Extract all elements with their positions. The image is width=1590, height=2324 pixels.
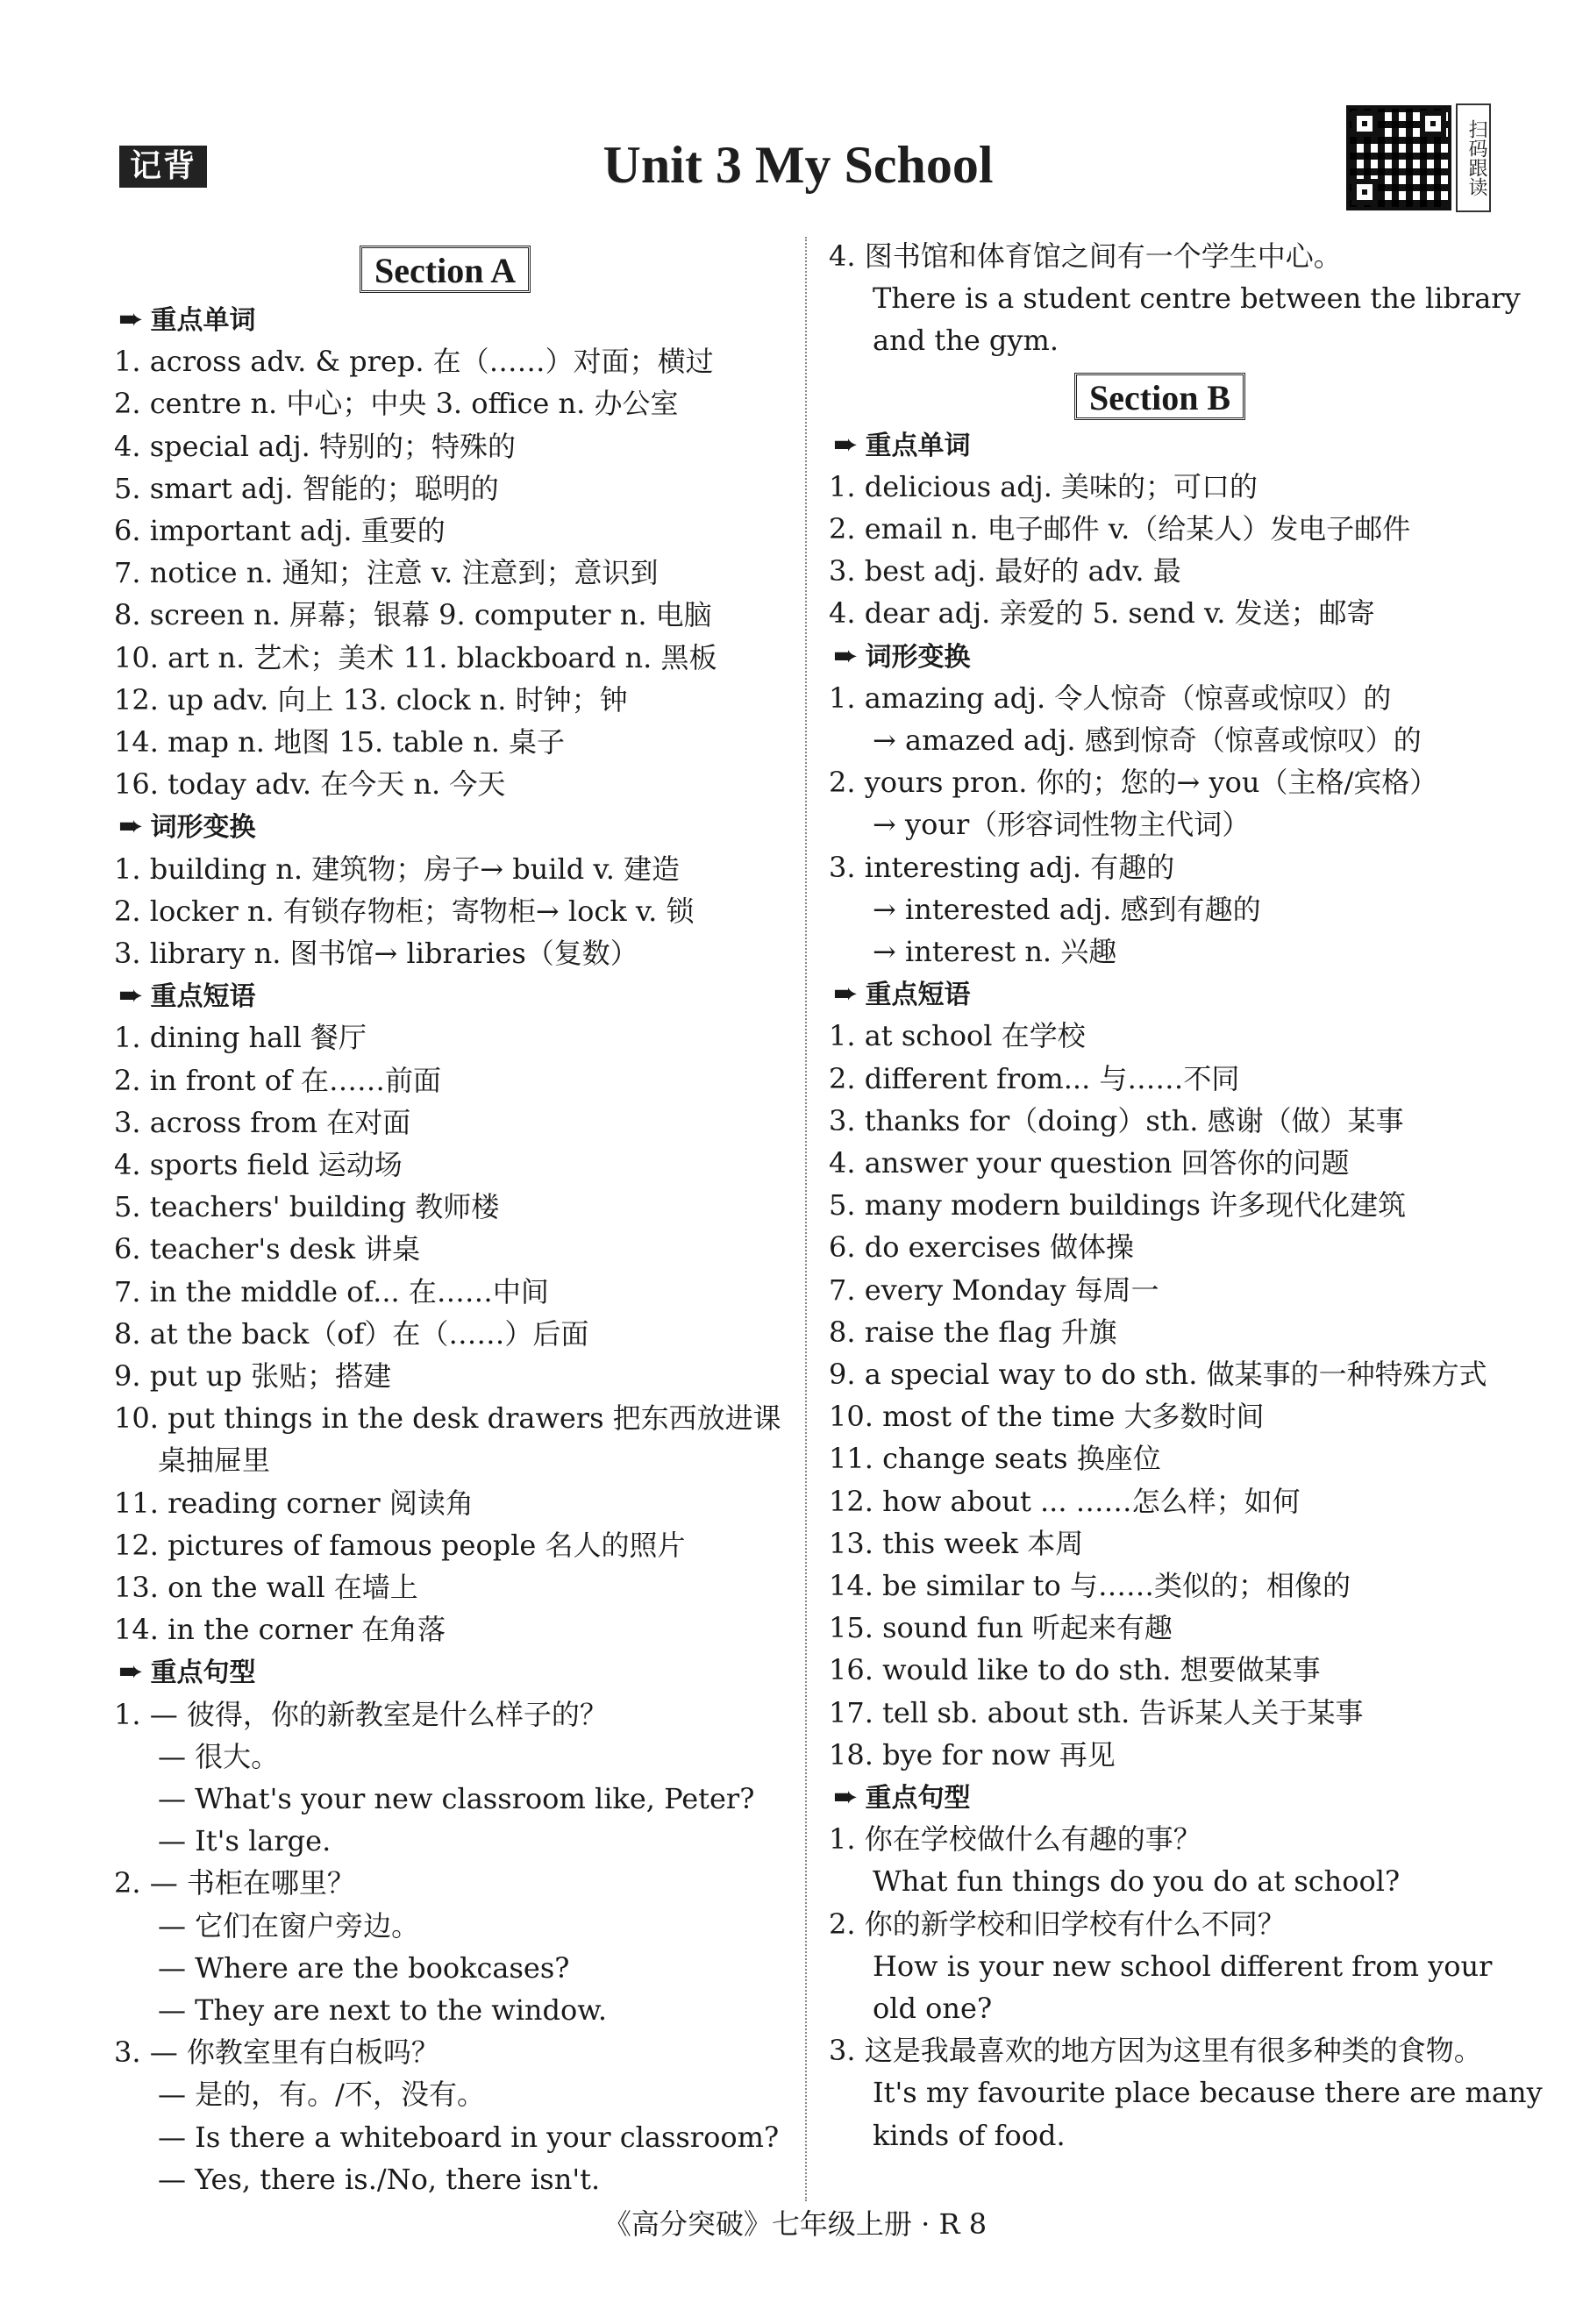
text-line: How is your new school different from your <box>873 1949 1493 1983</box>
text-line: 7. notice n. 通知；注意 v. 注意到；意识到 <box>114 556 659 590</box>
section-heading-label: 词形变换 <box>865 641 971 673</box>
text-line: → amazed adj. 感到惊奇（惊喜或惊叹）的 <box>873 724 1422 757</box>
text-line: 3. interesting adj. 有趣的 <box>829 850 1175 884</box>
text-line: 1. at school 在学校 <box>829 1019 1086 1053</box>
arrow-right-icon: ➨ <box>118 302 144 337</box>
text-line: — Is there a whiteboard in your classroom? <box>158 2120 780 2154</box>
text-line: 桌抽屉里 <box>158 1444 271 1478</box>
text-line: 15. sound fun 听起来有趣 <box>829 1611 1173 1645</box>
arrow-right-icon: ➨ <box>833 426 859 462</box>
text-line: 3. 这是我最喜欢的地方因为这里有很多种类的食物。 <box>829 2034 1482 2068</box>
arrow-right-icon: ➨ <box>118 809 144 845</box>
section-heading-label: 重点单词 <box>865 430 971 461</box>
text-line: 11. change seats 换座位 <box>829 1442 1161 1476</box>
text-line: 6. do exercises 做体操 <box>829 1230 1134 1265</box>
text-line: 12. pictures of famous people 名人的照片 <box>114 1528 686 1562</box>
text-line: 16. would like to do sth. 想要做某事 <box>829 1653 1321 1687</box>
text-line: — 很大。 <box>158 1739 280 1773</box>
text-line: 11. reading corner 阅读角 <box>114 1486 474 1520</box>
text-line: and the gym. <box>873 324 1059 358</box>
text-line: 1. across adv. & prep. 在（……）对面；横过 <box>114 345 714 379</box>
text-line: 2. locker n. 有锁存物柜；寄物柜→ lock v. 锁 <box>114 894 695 928</box>
qr-code-icon[interactable] <box>1346 105 1451 210</box>
section-heading <box>833 1776 971 1818</box>
text-line: 9. put up 张贴；搭建 <box>114 1359 392 1393</box>
text-line: 7. every Monday 每周一 <box>829 1272 1159 1307</box>
text-line: 8. at the back（of）在（……）后面 <box>114 1316 589 1351</box>
text-line: 14. in the corner 在角落 <box>114 1613 446 1647</box>
text-line: — They are next to the window. <box>158 1993 608 2027</box>
text-line: 8. screen n. 屏幕；银幕 9. computer n. 电脑 <box>114 598 712 632</box>
text-line: 16. today adv. 在今天 n. 今天 <box>114 767 506 802</box>
column-divider <box>805 237 807 2201</box>
text-line: 3. library n. 图书馆→ libraries（复数） <box>114 937 638 970</box>
section-heading-label: 重点短语 <box>865 980 971 1011</box>
section-heading <box>833 635 971 677</box>
section-heading <box>118 974 256 1016</box>
text-line: 5. teachers' building 教师楼 <box>114 1190 500 1224</box>
text-line: 2. in front of 在……前面 <box>114 1063 442 1097</box>
text-line: 9. a special way to do sth. 做某事的一种特殊方式 <box>829 1358 1487 1391</box>
arrow-right-icon: ➨ <box>833 976 859 1012</box>
section-b-title: Section B <box>1074 373 1245 420</box>
text-line: 5. many modern buildings 许多现代化建筑 <box>829 1188 1407 1223</box>
memorize-tag: 记背 <box>119 146 207 188</box>
text-line: — Where are the bookcases? <box>158 1950 570 1985</box>
text-line: 4. sports field 运动场 <box>114 1148 403 1181</box>
section-heading-label: 重点句型 <box>865 1783 971 1814</box>
section-heading-label: 重点单词 <box>150 305 256 336</box>
text-line: 7. in the middle of... 在……中间 <box>114 1274 549 1308</box>
text-line: → interested adj. 感到有趣的 <box>873 892 1261 926</box>
text-line: What fun things do you do at school? <box>873 1864 1401 1899</box>
text-line: 4. special adj. 特别的；特殊的 <box>114 429 517 463</box>
text-line: 18. bye for now 再见 <box>829 1737 1116 1772</box>
text-line: 1. — 彼得，你的新教室是什么样子的？ <box>114 1697 608 1731</box>
text-line: 13. on the wall 在墙上 <box>114 1571 418 1604</box>
arrow-right-icon: ➨ <box>833 638 859 674</box>
arrow-right-icon: ➨ <box>118 1654 144 1690</box>
arrow-right-icon: ➨ <box>833 1779 859 1814</box>
text-line: 3. — 你教室里有白板吗？ <box>114 2035 439 2070</box>
scan-to-read-label: 扫码跟读 <box>1456 103 1491 212</box>
text-line: — What's your new classroom like, Peter? <box>158 1782 755 1815</box>
text-line: 1. 你在学校做什么有趣的事？ <box>829 1822 1201 1857</box>
text-line: → your（形容词性物主代词） <box>873 808 1251 842</box>
text-line: 2. centre n. 中心；中央 3. office n. 办公室 <box>114 387 679 421</box>
text-line: — Yes, there is./No, there isn't. <box>158 2162 601 2196</box>
section-a-title: Section A <box>360 246 531 293</box>
text-line: 5. smart adj. 智能的；聪明的 <box>114 471 499 505</box>
text-line: 6. important adj. 重要的 <box>114 514 446 547</box>
text-line: 3. best adj. 最好的 adv. 最 <box>829 554 1181 588</box>
text-line: 10. art n. 艺术；美术 11. blackboard n. 黑板 <box>114 640 717 674</box>
arrow-right-icon: ➨ <box>118 978 144 1014</box>
section-heading <box>118 805 256 847</box>
text-line: 12. how about ... ……怎么样；如何 <box>829 1484 1301 1518</box>
text-line: There is a student centre between the library <box>873 282 1521 316</box>
text-line: kinds of food. <box>873 2118 1066 2152</box>
text-line: 2. yours pron. 你的；您的→ you（主格/宾格） <box>829 766 1438 800</box>
text-line: 8. raise the flag 升旗 <box>829 1315 1117 1349</box>
text-line: 2. different from... 与……不同 <box>829 1061 1240 1095</box>
text-line: 1. amazing adj. 令人惊奇（惊喜或惊叹）的 <box>829 681 1392 715</box>
section-heading <box>833 424 971 466</box>
section-heading <box>118 1650 256 1693</box>
section-heading-label: 重点句型 <box>150 1657 256 1689</box>
text-line: 14. be similar to 与……类似的；相像的 <box>829 1569 1351 1602</box>
text-line: — 是的，有。/不，没有。 <box>158 2078 485 2112</box>
text-line: 1. delicious adj. 美味的；可口的 <box>829 469 1258 503</box>
text-line: old one? <box>873 1992 993 2025</box>
section-heading <box>118 298 256 340</box>
text-line: 3. thanks for（doing）sth. 感谢（做）某事 <box>829 1103 1404 1137</box>
text-line: 6. teacher's desk 讲桌 <box>114 1232 421 1266</box>
text-line: 17. tell sb. about sth. 告诉某人关于某事 <box>829 1695 1364 1729</box>
text-line: 4. answer your question 回答你的问题 <box>829 1146 1350 1180</box>
text-line: 2. email n. 电子邮件 v.（给某人）发电子邮件 <box>829 512 1411 545</box>
page-footer: 《高分突破》七年级上册 · R 8 <box>602 2207 988 2241</box>
text-line: 10. most of the time 大多数时间 <box>829 1400 1265 1434</box>
text-line: → interest n. 兴趣 <box>873 935 1117 968</box>
text-line: 1. dining hall 餐厅 <box>114 1021 367 1055</box>
text-line: It's my favourite place because there are many <box>873 2076 1543 2110</box>
text-line: 1. building n. 建筑物；房子→ build v. 建造 <box>114 852 681 886</box>
unit-title: Unit 3 My School <box>602 136 994 194</box>
text-line: 13. this week 本周 <box>829 1526 1084 1560</box>
text-line: 2. 你的新学校和旧学校有什么不同？ <box>829 1907 1286 1941</box>
text-line: 4. 图书馆和体育馆之间有一个学生中心。 <box>829 239 1342 273</box>
text-line: 2. — 书柜在哪里？ <box>114 1866 355 1900</box>
text-line: — It's large. <box>158 1824 332 1858</box>
text-line: 14. map n. 地图 15. table n. 桌子 <box>114 725 566 759</box>
section-heading <box>833 973 971 1015</box>
text-line: 3. across from 在对面 <box>114 1105 411 1139</box>
text-line: — 它们在窗户旁边。 <box>158 1908 420 1943</box>
text-line: 4. dear adj. 亲爱的 5. send v. 发送；邮寄 <box>829 596 1375 631</box>
section-heading-label: 词形变换 <box>150 812 256 844</box>
text-line: 10. put things in the desk drawers 把东西放进课 <box>114 1401 781 1436</box>
section-heading-label: 重点短语 <box>150 981 256 1013</box>
text-line: 12. up adv. 向上 13. clock n. 时钟；钟 <box>114 682 628 716</box>
